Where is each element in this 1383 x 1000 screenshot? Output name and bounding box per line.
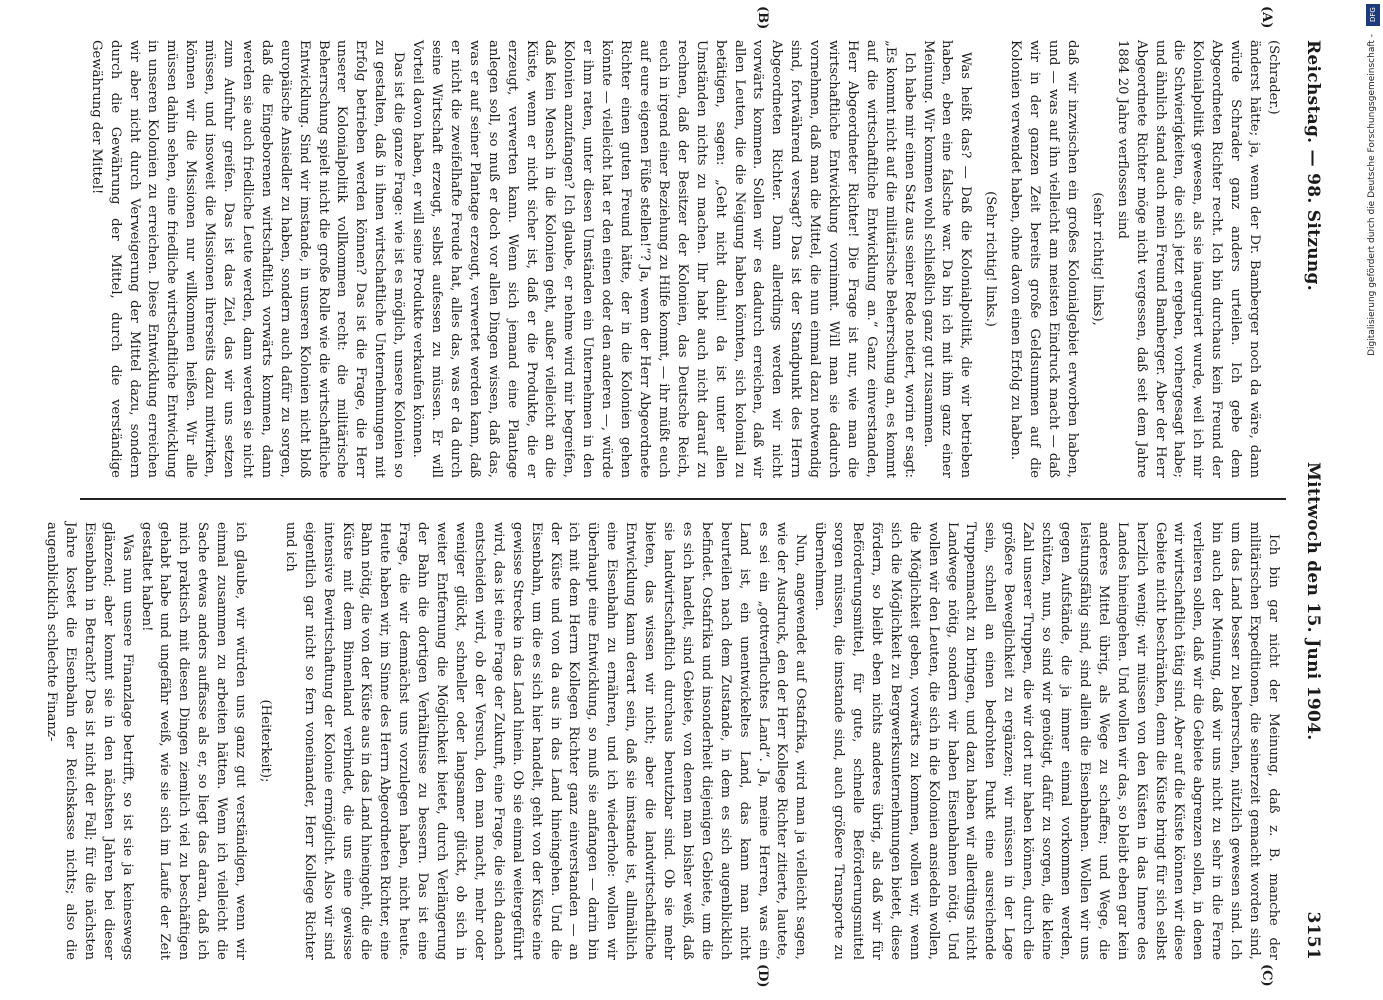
- dfg-logo-icon: DFG: [1366, 4, 1380, 26]
- marker-d: (D): [755, 964, 770, 988]
- paragraph: änderst hätte; ja, wenn der Dr. Bamberger noch da wäre, dann würde Schrader ganz anders urteilen. Ich gebe dem Abgeordneten Richter recht. Ich bin durchaus kein Freund der Kolonialpolitik gewesen, als sie inauguriert wurde, weil ich mir die Schwierigkeiten, die sich jetzt ergeben, vorhergesagt habe; und ähnlich stand auch mein Freund Bamberger. Aber der Herr Abgeordnete Richter möge nicht vergessen, daß seit dem Jahre 1884 20 Jahre verflossen sind: [1114, 40, 1263, 478]
- page-header: [1296, 40, 1330, 960]
- header-session: Reichstag. — 98. Sitzung.: [1303, 40, 1323, 291]
- header-date: Mittwoch den 15. Juni 1904.: [1303, 461, 1323, 741]
- marker-c: (C): [1259, 964, 1274, 987]
- paragraph: Was heißt das? — Daß die Kolonialpolitik, die wir betrieben haben, eben eine falsche war. Da bin ich mit ihm ganz einer Meinung. Wir kommen wohl schließlich ganz gut zusammen.: [920, 40, 974, 478]
- paragraph: Das ist die ganze Frage: wie ist es möglich, unsere Kolonien so zu gestalten, daß in ihnen wirtschaftliche Unternehmungen mit Erfolg betrieben werden können? Das ist die Frage, die Herr unserer Kolonialpolitik vollkommen recht: die militärische Beherrschung spielt nicht die große Rolle wie die wirtschaftliche Entwicklung. Sind wir imstande, in unseren Kolonien nicht bloß europäische Ansiedler zu haben, sondern auch dafür zu sorgen, daß die Eingeborenen wirtschaftlich vorwärts kommen, dann werden sie auch friedliche Leute werden, dann werden sie nicht zum Aufruhr greifen. Das ist das Ziel, das wir uns setzen müssen, und insoweit die Missionen ihrerseits dazu mitwirken, können wir die Missionen nur willkommen heißen. Wir alle müssen dahin sehen, eine friedliche wirtschaftliche Entwicklung in unseren Kolonien zu erreichen. Diese Entwicklung erreichen wir aber nicht durch Verweigerung der Mittel dazu, sondern durch die Gewährung der Mittel, durch die verständige Gewährung der Mittel!: [88, 40, 407, 478]
- rotated-page: [40, 6, 1330, 988]
- paragraph: Ich bin gar nicht der Meinung, daß z. B. manche der militärischen Expeditionen, die seinerzeit gemacht worden sind, um das Land besser zu beherrschen, nützlich gewesen sind. Ich bin auch der Meinung, daß wir uns nicht zu sehr in die Ferne verlieren sollen, daß wir die Gebiete abgrenzen sollen, in denen wir wirtschaftlich tätig sind. Aber auf die Küste können wir diese Gebiete nicht beschränken, denn die Küste bringt für sich selbst herzlich wenig; wir müssen von den Küsten in das Innere des Landes hineingehen. Und wollen wir das, so bleibt eben gar kein anderes Mittel übrig, als Wege zu schaffen; und Wege, die leistungsfähig sind, sind allein die Eisenbahnen. Wollen wir uns gegen Aufstände, die ja immer einmal vorkommen werden, schützen, nun, so sind wir genötigt, dafür zu sorgen, die kleine Zahl unserer Truppen, die wir dort nur haben können, durch die größere Beweglichkeit zu ergänzen; wir müssen in der Lage sein, schnell an einen bedrohten Punkt eine ausreichende Truppenmacht zu bringen, und dazu haben wir allerdings nicht Landwege nötig, sondern wir haben Eisenbahnen nötig. Und wollen wir den Leuten, die sich in die Kolonien ansiedeln wollen, die Möglichkeit geben, vorwärts zu kommen, wollen wir, wenn sich die Möglichkeit zu Bergwerksunternehmungen bietet, diese fördern, so bleibt eben nichts anderes übrig, als daß wir für Beförderungsmittel, für gute, schnelle Beförderungsmittel sorgen müssen, die imstande sind, auch größere Transporte zu übernehmen.: [812, 522, 1281, 960]
- marker-b: (B): [755, 6, 770, 30]
- digitization-credit: Digitalisierung gefördert durch die Deutsche Forschungsgemeinschaft -: [1367, 34, 1377, 356]
- paragraph: Was nun unsere Finanzlage betrifft, so ist sie ja keineswegs glänzend; aber kommt sie in den nächsten Jahren bei dieser Eisenbahn in Betracht? Das ist nicht der Fall; für die nächsten Jahre kostet die Eisenbahn der Reichskasse nichts; also die augenblicklich schlechte Finanz-: [44, 522, 135, 960]
- speaker-label: (Schrader.): [1266, 40, 1281, 115]
- interjection: (Sehr richtig! links.): [983, 191, 999, 327]
- paragraph: ich glaube, wir würden uns ganz gut verständigen, wenn wir einmal zusammen zu arbeiten hätten. Wenn ich vielleicht die Sache etwas anders auffasse als er, so liegt das daran, daß ich mich praktisch mit diesen Dingen ziemlich viel zu beschäftigen gehabt habe und ungefähr weiß, wie sie sich im Laufe der Zeit gestaltet haben!: [138, 522, 249, 960]
- paragraph: Nun, angewendet auf Ostafrika, wird man ja vielleicht sagen, wie der Ausdruck, den der Herr Kollege Richter zitierte, lautete, es sei ein „gottverfluchtes Land“. Ja, meine Herren, was ein Land ist, ein unentwickeltes Land, das kann man nicht beurteilen nach dem Zustande, in dem es sich augenblicklich befindet. Ostafrika und insonderheit diejenigen Gebiete, um die es sich handelt, sind Gebiete, von denen man bisher weiß, daß sie landwirtschaftlich durchaus benutzbar sind. Ob sie mehr bieten, das wissen wir nicht; aber die landwirtschaftliche Entwicklung kann derart sein, daß sie imstande ist, allmählich eine Eisenbahn zu ernähren, und ich wiederhole: wollen wir überhaupt eine Entwicklung, so muß sie anfangen — darin bin ich mit dem Herrn Kollegen Richter ganz einverstanden — an der Küste und von da aus in das Land hineingehen. Und die Eisenbahn, um die es sich hier handelt, geht von der Küste eine gewisse Strecke in das Land hinein. Ob sie einmal weitergeführt wird, das ist eine Frage der Zukunft, eine Frage, die sich danach entscheiden wird, ob der Versuch, den man macht, mehr oder weniger glückt, schneller oder langsamer glückt, ob sich in weiter Entfernung die Möglichkeit bietet, durch Verlängerung der Bahn die dortigen Verhältnisse zu bessern. Das ist eine Frage, die wir demnächst uns vorzulegen haben, nicht heute. Heute haben wir, im Sinne des Herrn Abgeordneten Richter, eine Bahn nötig, die von der Küste aus in das Land hineingeht, die die Küste mit dem Binnenland verbindet, die uns eine gewisse intensive Bewirtschaftung der Kolonie ermöglicht. Also wir sind eigentlich gar nicht so fern voneinander, Herr Kollege Richter und ich: [282, 522, 809, 960]
- paragraph: Ich habe mir einen Satz aus seiner Rede notiert, worin er sagt: „Es kommt nicht auf die militärische Beherrschung an, es kommt auf die wirtschaftliche Entwicklung an.“ Ganz einverstanden, Herr Abgeordneter Richter! Die Frage ist nur, wie man die wirtschaftliche Entwicklung vornimmt. Will man sie dadurch vornehmen, daß man die Mittel, die nun einmal dazu notwendig sind, fortwährend versagt? Das ist der Standpunkt des Herrn Abgeordneten Richter. Dann allerdings werden wir nicht vorwärts kommen. Sollen wir es dadurch erreichen, daß wir allen Leuten, die die Neigung haben könnten, sich kolonial zu betätigen, sagen: „Geht nicht dahin! da ist unter allen Umständen nichts zu machen. Ihr habt auch nicht darauf zu rechnen, daß der Besitzer der Kolonien, das Deutsche Reich, euch in irgend einer Beziehung zu Hilfe kommt, — ihr müßt euch auf eure eigenen Füße stellen!“? Ja, wenn der Herr Abgeordnete Richter einen guten Freund hätte, der in die Kolonien gehen könnte — vielleicht hat er den einen oder den anderen —, würde er ihm raten, unter diesen Umständen ein Unternehmen in den Kolonien anzufangen? Ich glaube, er nehme wird mir begreifen, daß kein Mensch in die Kolonien geht, außer vielleicht an die Küste, wenn er nicht sicher ist, daß er die Produkte, die er erzeugt, verwerten kann. Wenn sich jemand eine Plantage anlegen soll, so muß er doch vor allen Dingen wissen, daß das, was er auf seiner Plantage erzeugt, verwertet werden kann, daß er nicht die zweifelhafte Freude hat, alles das, was er da durch seine Wirtschaft erzeugt, selbst aufessen zu müssen. Er will Vorteil davon haben, er will seine Produkte verkaufen können.: [410, 40, 917, 478]
- left-column: [86, 40, 1282, 478]
- right-column: [41, 522, 1282, 960]
- interjection: (Heiterkeit);: [257, 699, 273, 783]
- paragraph: daß wir inzwischen ein großes Kolonialgebiet erworben haben, und — was auf ihn vielleicht am meisten Eindruck macht — daß wir in der ganzen Zeit bereits große Geldsummen auf die Kolonien verwendet haben, ohne davon einen Erfolg zu haben.: [1008, 40, 1080, 478]
- marker-a: (A): [1259, 6, 1274, 29]
- column-divider: [80, 498, 1286, 500]
- page-number: 3151: [1303, 911, 1323, 960]
- interjection: (sehr richtig! links),: [1089, 192, 1105, 326]
